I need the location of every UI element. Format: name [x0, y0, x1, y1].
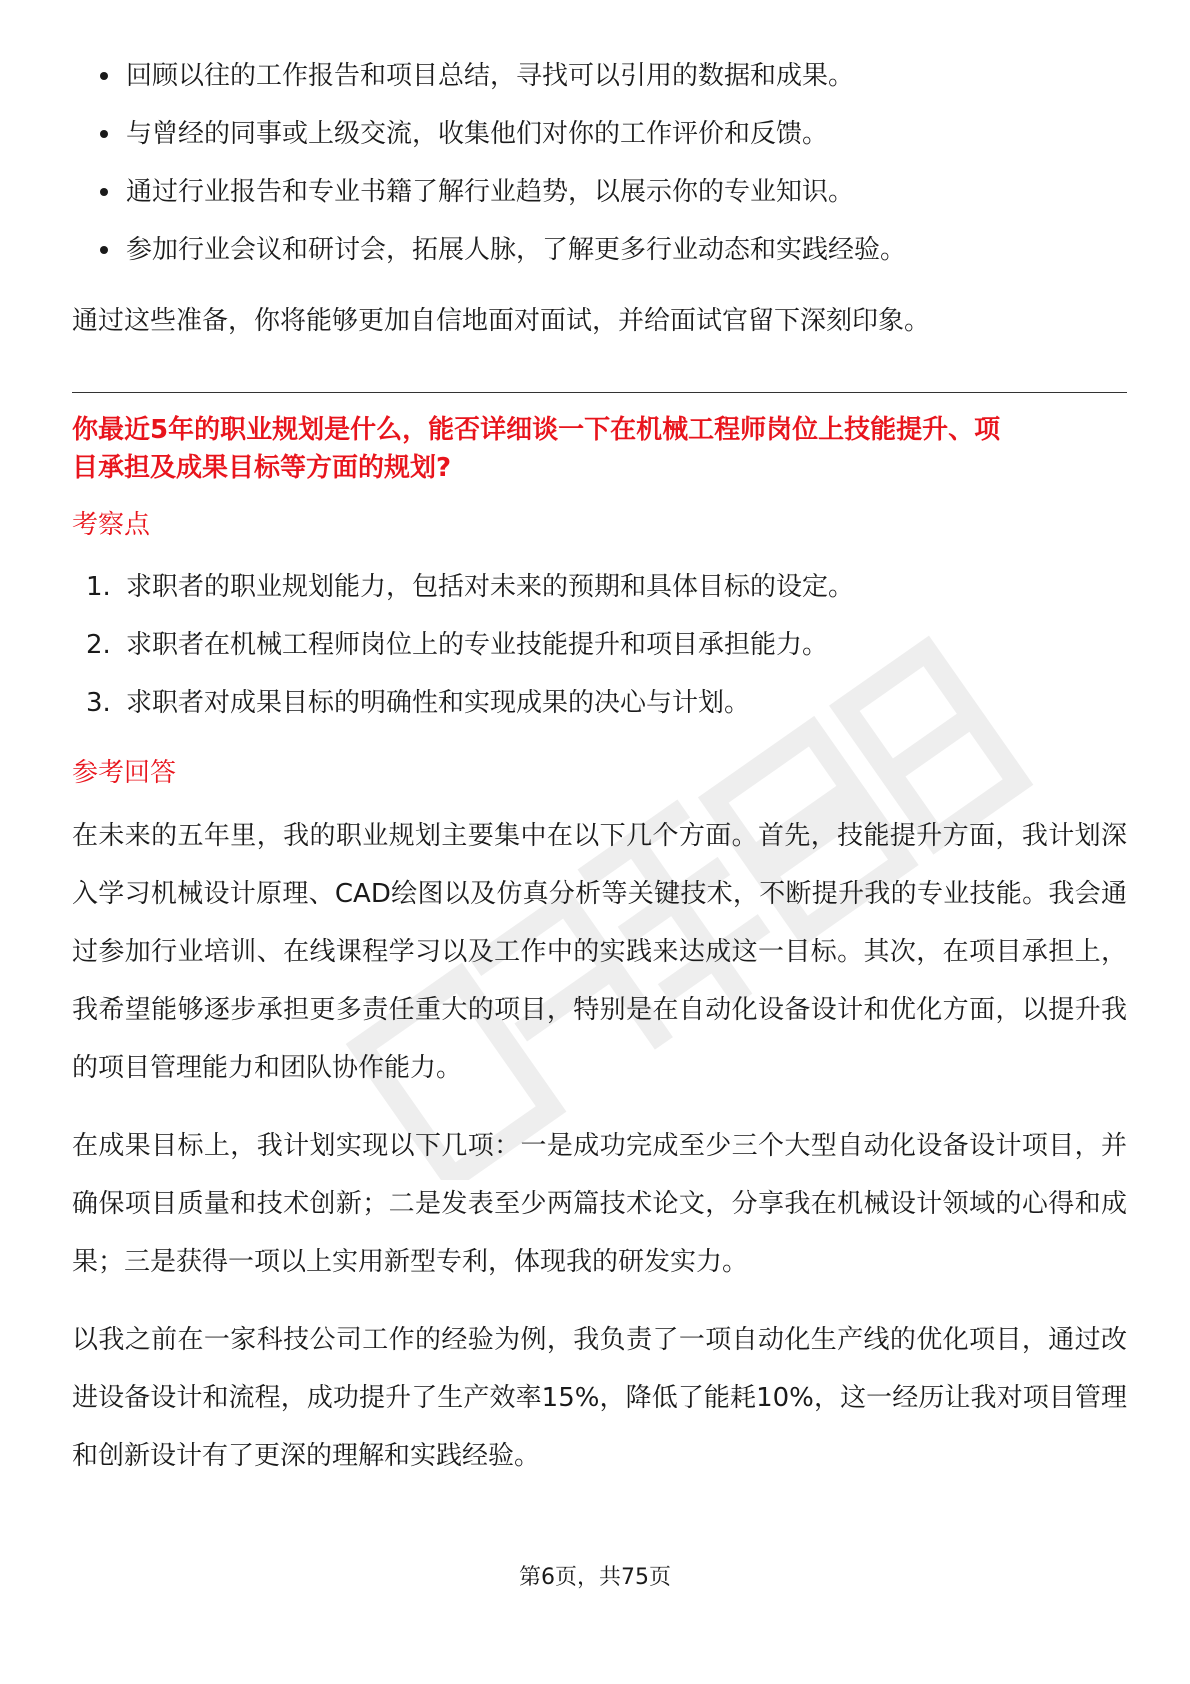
bullet-text: 与曾经的同事或上级交流，收集他们对你的工作评价和反馈。: [126, 119, 829, 149]
assessment-heading: 考察点: [72, 510, 151, 540]
bullet-icon: [100, 188, 108, 196]
page-footer: 第6页，共75页: [519, 1565, 671, 1590]
bullet-text: 回顾以往的工作报告和项目总结，寻找可以引用的数据和成果。: [126, 61, 855, 91]
list-item: [72, 683, 1127, 723]
list-item: [72, 625, 1127, 665]
question-line-2: 目承担及成果目标等方面的规划?: [72, 453, 452, 483]
answer-paragraph: 在未来的五年里，我的职业规划主要集中在以下几个方面。首先，技能提升方面，我计划深入学习机械设计原理、CAD绘图以及仿真分析等关键技术，不断提升我的专业技能。我会通过参加行业培训、在线课程学习以及工作中的实践来达成这一目标。其次，在项目承担上，我希望能够逐步承担更多责任重大的项目，特别是在自动化设备设计和优化方面，以提升我的项目管理能力和团队协作能力。: [72, 821, 1127, 1083]
list-item: [72, 114, 1127, 154]
question-title: [72, 411, 1127, 487]
list-number: 1.: [86, 572, 111, 602]
bullet-icon: [100, 246, 108, 254]
question-line-1: 你最近5年的职业规划是什么，能否详细谈一下在机械工程师岗位上技能提升、项: [72, 415, 1001, 445]
bullet-icon: [100, 72, 108, 80]
list-item: [72, 56, 1127, 96]
list-item-text: 求职者在机械工程师岗位上的专业技能提升和项目承担能力。: [126, 630, 829, 660]
list-item-text: 求职者的职业规划能力，包括对未来的预期和具体目标的设定。: [126, 572, 855, 602]
list-number: 2.: [86, 630, 111, 660]
list-item: [72, 567, 1127, 607]
list-item: [72, 172, 1127, 212]
bullet-text: 通过行业报告和专业书籍了解行业趋势，以展示你的专业知识。: [126, 177, 855, 207]
answer-paragraph: 以我之前在一家科技公司工作的经验为例，我负责了一项自动化生产线的优化项目，通过改进设备设计和流程，成功提升了生产效率15%，降低了能耗10%，这一经历让我对项目管理和创新设计有了更深的理解和实践经验。: [72, 1325, 1127, 1471]
list-item-text: 求职者对成果目标的明确性和实现成果的决心与计划。: [126, 688, 751, 718]
assessment-list: [72, 567, 1127, 723]
bullet-text: 参加行业会议和研讨会，拓展人脉，了解更多行业动态和实践经验。: [126, 235, 907, 265]
list-number: 3.: [86, 688, 111, 718]
closing-paragraph: 通过这些准备，你将能够更加自信地面对面试，并给面试官留下深刻印象。: [72, 306, 931, 336]
answer-heading: 参考回答: [72, 758, 177, 788]
answer-paragraph: 在成果目标上，我计划实现以下几项：一是成功完成至少三个大型自动化设备设计项目，并确保项目质量和技术创新；二是发表至少两篇技术论文，分享我在机械设计领域的心得和成果；三是获得一项以上实用新型专利，体现我的研发实力。: [72, 1131, 1127, 1277]
list-item: [72, 230, 1127, 270]
prep-bullet-list: [72, 56, 1127, 270]
section-divider: [72, 392, 1127, 393]
page-content: [72, 56, 1127, 1505]
bullet-icon: [100, 130, 108, 138]
